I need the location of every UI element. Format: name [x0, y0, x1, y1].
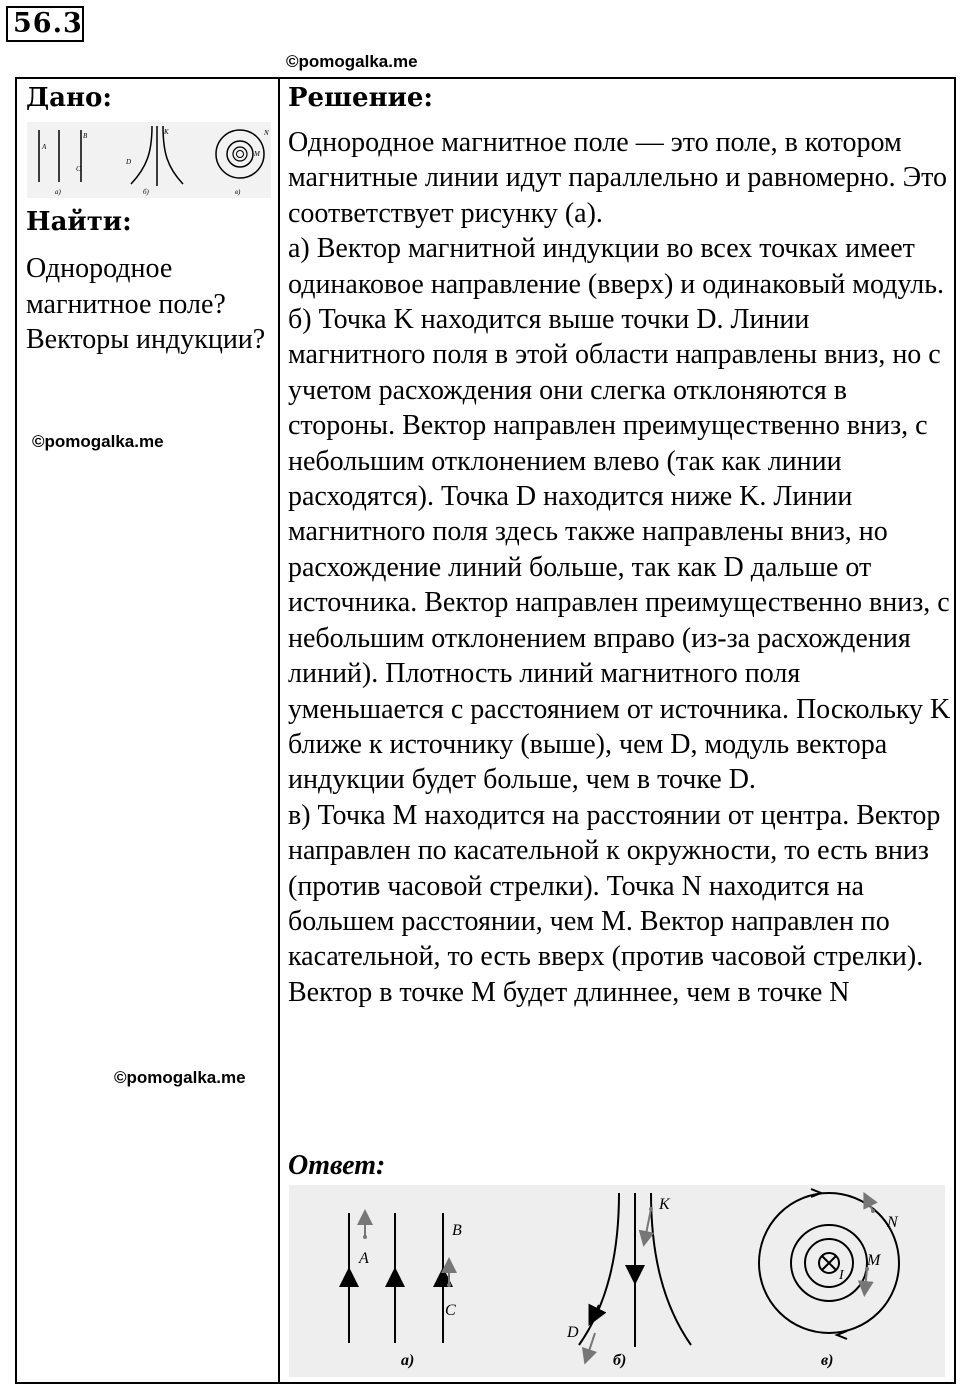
given-label-m: M — [254, 150, 260, 158]
answer-label-c: C — [445, 1302, 456, 1319]
watermark-bottom: ©pomogalka.me — [114, 1068, 246, 1087]
given-label-b: B — [83, 132, 88, 140]
watermark-top: ©pomogalka.me — [286, 52, 418, 71]
answer-label-i: I — [839, 1268, 844, 1283]
watermark-left: ©pomogalka.me — [32, 432, 164, 451]
answer-caption-b: б) — [613, 1352, 627, 1369]
answer-heading: Ответ: — [288, 1150, 386, 1181]
solution-heading: Решение: — [288, 83, 434, 113]
answer-label-b: B — [452, 1222, 462, 1239]
given-figure — [27, 122, 271, 198]
answer-caption-a: а) — [401, 1352, 415, 1369]
given-label-n: N — [264, 129, 269, 137]
answer-label-m: M — [867, 1252, 881, 1269]
problem-number: 56.3 — [6, 6, 84, 42]
answer-label-a: A — [359, 1250, 369, 1267]
given-label-d: D — [126, 158, 132, 166]
answer-label-k: K — [659, 1196, 670, 1213]
column-divider — [278, 79, 280, 1382]
given-label-k: K — [164, 128, 169, 136]
find-text: Однородное магнитное поле? Векторы индукции? — [26, 253, 266, 355]
given-caption-a: а) — [55, 188, 61, 196]
answer-caption-c: в) — [821, 1352, 834, 1369]
answer-figure — [289, 1185, 945, 1377]
problem-table — [15, 77, 956, 1384]
find-heading: Найти: — [26, 207, 132, 237]
given-caption-b: б) — [143, 188, 149, 196]
solution-text: Однородное магнитное поле — это поле, в котором магнитные линии идут параллельно и равномерно. Это соответствует рисунку (а). а) Вектор магнитной индукции во всех точках имеет одинаковое направление (вверх) и одинаковый модуль. б) Точка K находится выше точки D. Линии магнитного поля в этой области направлены вниз, но с учетом расхождения они слегка отклоняются в стороны. Вектор направлен преимущественно вниз, с небольшим отклонением влево (так как линии расходятся). Точка D находится ниже K. Линии магнитного поля здесь также направлены вниз, но расхождение линий больше, так как D дальше от источника. Вектор направлен преимущественно вниз, с небольшим отклонением вправо (из-за расхождения линий). Плотность линий магнитного поля уменьшается с расстоянием от источника. Поскольку K ближе к источнику (выше), чем D, модуль вектора индукции будет больше, чем в точке D. в) Точка M находится на расстоянии от центра. Вектор направлен по касательной к окружности, то есть вниз (против часовой стрелки). Точка N находится на большем расстоянии, чем M. Вектор направлен по касательной, то есть вверх (против часовой стрелки). Вектор в точке M будет длиннее, чем в точке N — [288, 127, 951, 1008]
given-heading: Дано: — [26, 83, 112, 113]
given-label-a: A — [42, 143, 47, 151]
given-label-c: C — [76, 165, 81, 173]
answer-label-d: D — [567, 1324, 579, 1341]
answer-label-n: N — [887, 1214, 898, 1231]
given-caption-c: в) — [235, 188, 241, 196]
